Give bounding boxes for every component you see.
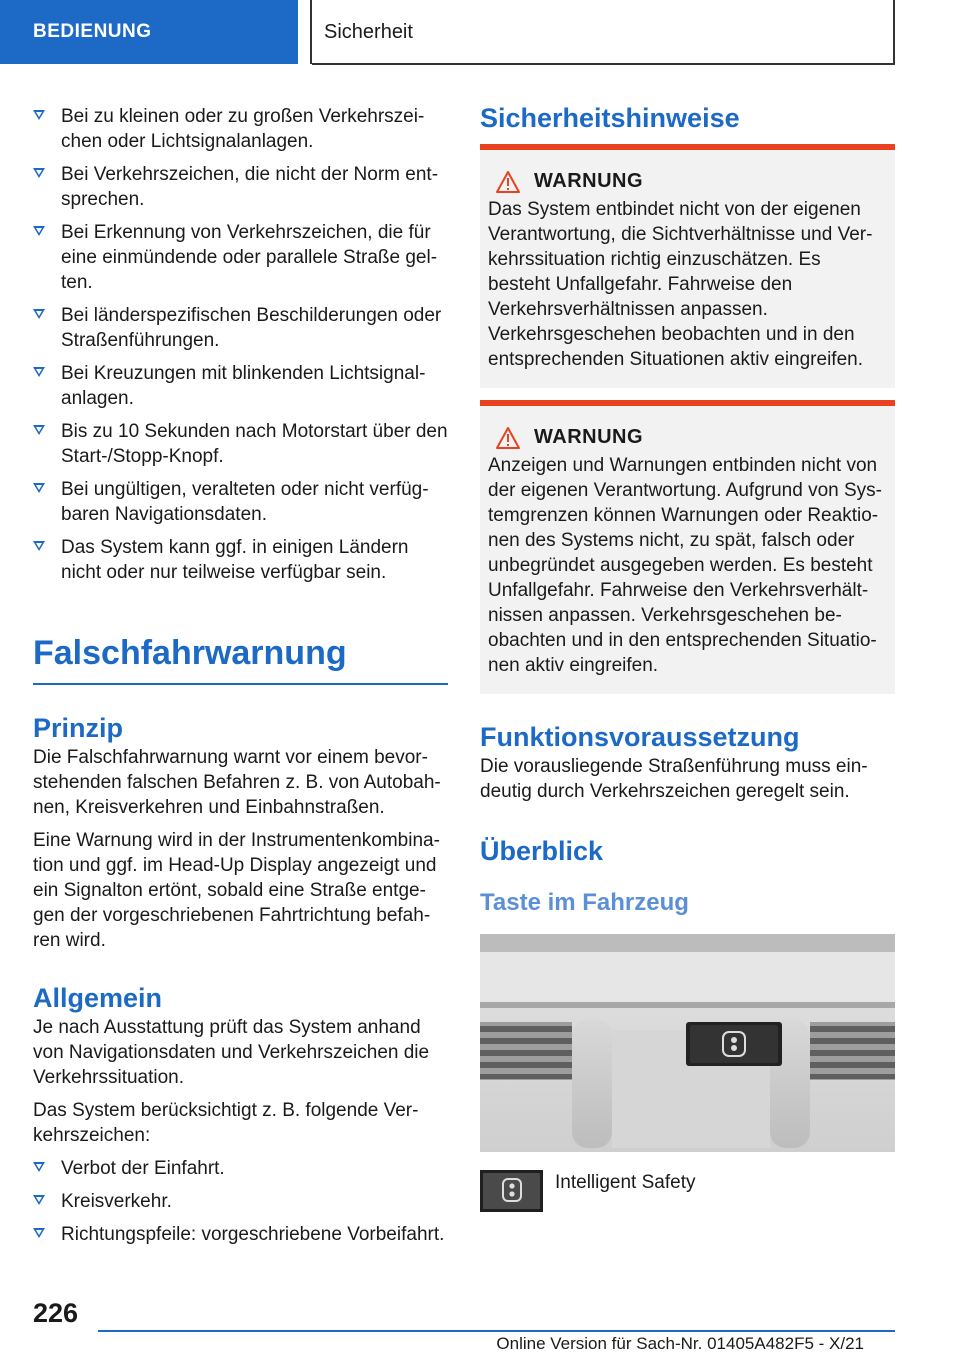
warning-header [488,170,887,193]
warning-box-1 [480,144,895,388]
intelligent-safety-button-icon [480,1170,543,1212]
chapter-title: Sicherheit [324,20,413,43]
warning-label: WARNUNG [534,170,644,192]
bullet-triangle-icon [33,110,45,120]
bullet-triangle-icon [33,367,45,377]
allgemein-paragraph-2: Das System berücksichtigt z. B. folgende Verkehrszeichen: [33,1100,419,1146]
warning-box-2 [480,400,895,694]
bullet-triangle-icon [33,168,45,178]
warning-triangle-icon [496,171,520,193]
warning-triangle-icon [496,427,520,449]
list-item: Kreisverkehr. [33,1189,448,1214]
header-right-border [893,0,895,64]
heading-allgemein: Allgemein [33,983,163,1013]
section-title: BEDIENUNG [33,21,152,42]
heading-sicherheitshinweise: Sicherheitshinweise [480,103,740,133]
bullet-triangle-icon [33,541,45,551]
footer-rule [98,1330,895,1332]
header-bottom-border [312,63,895,65]
warning-text-1: Das System entbindet nicht von der eigenen Verantwortung, die Sichtverhältnisse und Verkehrssituation richtig einzuschätzen. Es besteht Unfallgefahr. Fahrweise den Verkehrsverhältnissen anpassen. Verkehrsgeschehen beobachten und in den entsprechenden Situationen aktiv eingreifen. [488,199,873,370]
list-item: Das System kann ggf. in einigen Ländern nicht oder nur teilweise verfügbar sein. [33,535,448,585]
bullet-triangle-icon [33,1162,45,1172]
warning-header [488,426,887,449]
section-tab [0,0,298,64]
heading-taste-im-fahrzeug: Taste im Fahrzeug [480,889,689,916]
limits-list [33,104,448,585]
footer-version-text: Online Version für Sach-Nr. 01405A482F5 - X/21 [496,1334,864,1353]
right-column [480,100,895,1212]
legend-row [480,1170,895,1212]
bullet-triangle-icon [33,1228,45,1238]
left-column [33,100,448,1255]
heading-funktionsvoraussetzung: Funktionsvoraussetzung [480,722,800,752]
legend-label: Intelligent Safety [555,1172,696,1193]
list-item: Bis zu 10 Sekunden nach Motorstart über den Start-/Stopp-Knopf. [33,419,448,469]
bullet-triangle-icon [33,1195,45,1205]
list-item: Bei zu kleinen oder zu großen Verkehrszeichen oder Lichtsignalanlagen. [33,104,448,154]
list-item: Bei Kreuzungen mit blinkenden Lichtsignalanlagen. [33,361,448,411]
heading-falschfahrwarnung: Falschfahrwarnung [33,633,448,685]
warning-text-2: Anzeigen und Warnungen entbinden nicht von der eigenen Verantwortung. Aufgrund von Systemgrenzen können Warnungen oder Reaktionen des Systems nicht, zu spät, falsch oder unbegründet ausgegeben werden. Es besteht Unfallgefahr. Fahrweise den Verkehrsverhältnissen anpassen. Verkehrsgeschehen beobachten und in den entsprechenden Situationen aktiv eingreifen. [488,455,882,676]
list-item: Bei Verkehrszeichen, die nicht der Norm entsprechen. [33,162,448,212]
list-item: Bei Erkennung von Verkehrszeichen, die für eine einmündende oder parallele Straße gelten. [33,220,448,295]
heading-ueberblick: Überblick [480,836,604,866]
prinzip-paragraph-2: Eine Warnung wird in der Instrumentenkombination und ggf. im Head-Up Display angezeigt und ein Signalton ertönt, sobald eine Straße entgegen der vorgeschriebenen Fahrtrichtung befahren wird. [33,830,440,951]
list-item: Bei länderspezifischen Beschilderungen oder Straßenführungen. [33,303,448,353]
signs-list [33,1156,448,1247]
bullet-triangle-icon [33,483,45,493]
list-item: Verbot der Einfahrt. [33,1156,448,1181]
list-item: Bei ungültigen, veralteten oder nicht verfügbaren Navigationsdaten. [33,477,448,527]
warning-label: WARNUNG [534,426,644,448]
header-divider [310,0,312,64]
bullet-triangle-icon [33,226,45,236]
list-item: Richtungspfeile: vorgeschriebene Vorbeifahrt. [33,1222,448,1247]
prinzip-paragraph-1: Die Falschfahrwarnung warnt vor einem bevorstehenden falschen Befahren z. B. von Autobahnen, Kreisverkehren und Einbahnstraßen. [33,747,441,818]
funktion-paragraph: Die vorausliegende Straßenführung muss eindeutig durch Verkehrszeichen geregelt sein. [480,756,868,802]
allgemein-paragraph-1: Je nach Ausstattung prüft das System anhand von Navigationsdaten und Verkehrszeichen die Verkehrssituation. [33,1017,430,1088]
heading-prinzip: Prinzip [33,713,124,743]
bullet-triangle-icon [33,425,45,435]
bullet-triangle-icon [33,309,45,319]
page-number: 226 [33,1298,79,1328]
vehicle-button-photo [480,934,895,1152]
